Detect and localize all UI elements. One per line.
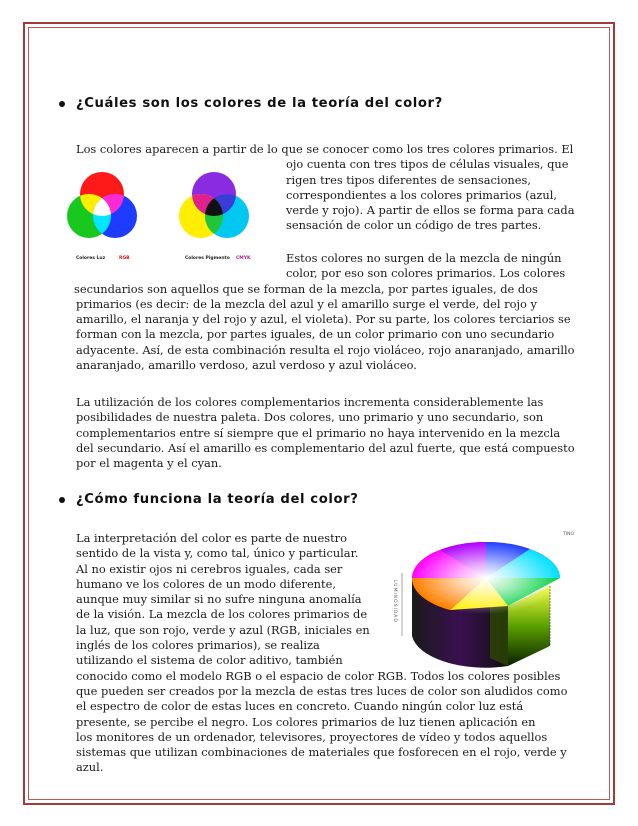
caption-pigment-model: CMYK — [236, 256, 251, 261]
section1-paragraph1: Los colores aparecen a partir de lo que se conocer como los tres colores primarios. El ojo cuenta con tres tipos de células visuales, que rigen tres tipos diferentes de sensaciones, correspondientes a los colores primarios (azul, verde y rojo). A partir de ellos se forma para cada sensación de color un código de tres partes. — [76, 142, 575, 233]
bullet-icon — [59, 101, 65, 107]
figure-side-label: LUMINOSIDAD — [392, 580, 397, 623]
section1-heading: ¿Cuáles son los colores de la teoría del color? — [76, 96, 443, 111]
caption-light-model: RGB — [119, 256, 130, 261]
bullet-icon — [59, 497, 65, 503]
section1-paragraph3: La utilización de los colores complementarios incrementa considerablemente las posibilidades de nuestra paleta. Dos colores, uno primario y uno secundario, son complementarios entre sí siempre que el primario no haya intervenido en la mezcla del secundario. Así el amarillo es complementario del azul fuerte, que está compuesto por el magenta y el cyan. — [76, 395, 575, 471]
caption-pigment-label: Colores Pigmento — [185, 256, 230, 261]
caption-light-label: Colores Luz — [76, 256, 106, 261]
section1-paragraph2: Estos colores no surgen de la mezcla de ningún color, por eso son colores primarios. Los colores secundarios son aquellos que se forman de la mezcla, por partes iguales, de dos primarios (es decir: de la mezcla del azul y el amarillo surge el verde, del rojo y amarillo, el naranja y del rojo y azul, el violeta). Por su parte, los colores terciarios se forman con la mezcla, por partes iguales, de un color primario con uno secundario adyacente. Así, de esta combinación resulta el rojo violáceo, rojo anaranjado, amarillo anaranjado, amarillo verdoso, azul verdoso y azul violáceo. — [74, 251, 575, 373]
figure-top-label: TINO — [563, 532, 574, 537]
section2-paragraph: La interpretación del color es parte de nuestro sentido de la vista y, como tal, único y particular. Al no existir ojos ni cerebros iguales, cada ser humano ve los colores de un modo diferente, aunque muy similar si no sufre ninguna anomalía de la visión. La mezcla de los colores primarios de la luz, que son rojo, verde y azul (RGB, iniciales en inglés de los colores primarios), se realiza utilizando el sistema de color aditivo, también conocido como el modelo RGB o el espacio de color RGB. Todos los colores posibles que pueden ser creados por la mezcla de estas tres luces de color son aludidos como el espectro de color de estas luces en concreto. Cuando ningún color luz está presente, se percibe el negro. Los colores primarios de luz tienen aplicación en los monitores de un ordenador, televisores, proyectores de vídeo y todos aquellos sistemas que utilizan combinaciones de materiales que fosforecen en el rojo, verde y azul. — [76, 531, 568, 775]
section2-heading: ¿Cómo funciona la teoría del color? — [76, 492, 359, 507]
